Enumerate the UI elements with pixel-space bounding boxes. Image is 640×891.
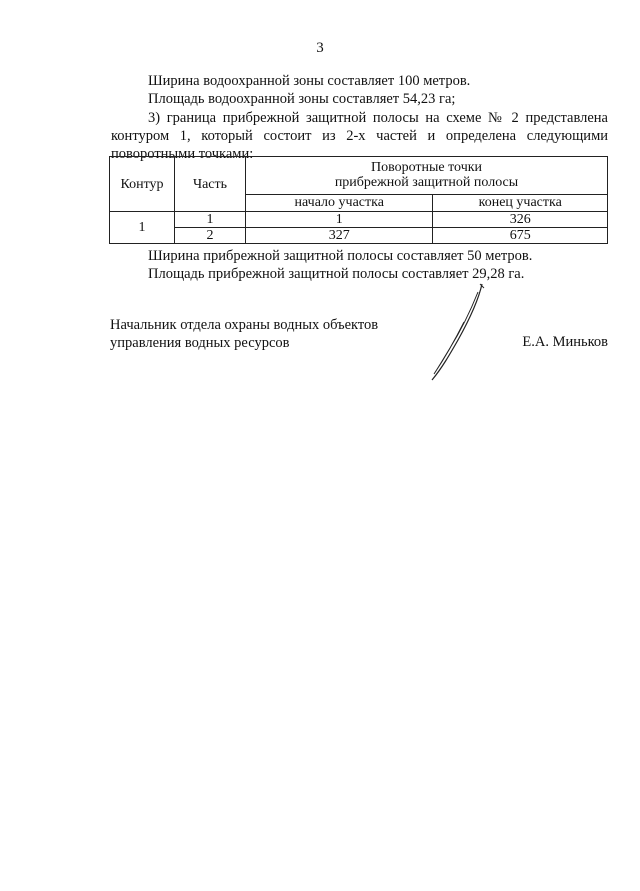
signer-position-line1: Начальник отдела охраны водных объектов: [110, 317, 379, 333]
header-turning-points: [246, 157, 608, 195]
paragraph-zone-area: Площадь водоохранной зоны составляет 54,23 га;: [148, 91, 456, 107]
signature-icon: [420, 282, 500, 382]
cell-contour: 1: [110, 212, 175, 244]
page-number: 3: [316, 40, 324, 56]
cell-end: 326: [433, 212, 608, 228]
header-end: конец участка: [433, 194, 608, 211]
header-points-line2: прибрежной защитной полосы: [334, 175, 519, 191]
cell-start: 1: [246, 212, 433, 228]
header-chast: Часть: [175, 157, 246, 212]
strip-width: Ширина прибрежной защитной полосы составляет 50 метров.: [148, 248, 533, 264]
cell-part: 2: [175, 228, 246, 244]
cell-start: 327: [246, 228, 433, 244]
table-row: [110, 228, 608, 244]
header-kontur: Контур: [110, 157, 175, 212]
turning-points-table: [109, 156, 608, 244]
signer-position-line2: управления водных ресурсов: [110, 335, 290, 351]
cell-end: 675: [433, 228, 608, 244]
paragraph-boundary: 3) граница прибрежной защитной полосы на схеме № 2 представлена контуром 1, который состоит из 2-х частей и определена следующими поворотными точками:: [111, 110, 608, 162]
table-row: [110, 212, 608, 228]
signer-position: [110, 316, 378, 352]
strip-area: Площадь прибрежной защитной полосы составляет 29,28 га.: [148, 266, 525, 282]
header-points-line1: Поворотные точки: [370, 160, 483, 176]
header-start: начало участка: [246, 194, 433, 211]
paragraph-zone-width: Ширина водоохранной зоны составляет 100 метров.: [148, 73, 471, 89]
signer-name: Е.А. Миньков: [522, 334, 608, 350]
cell-part: 1: [175, 212, 246, 228]
